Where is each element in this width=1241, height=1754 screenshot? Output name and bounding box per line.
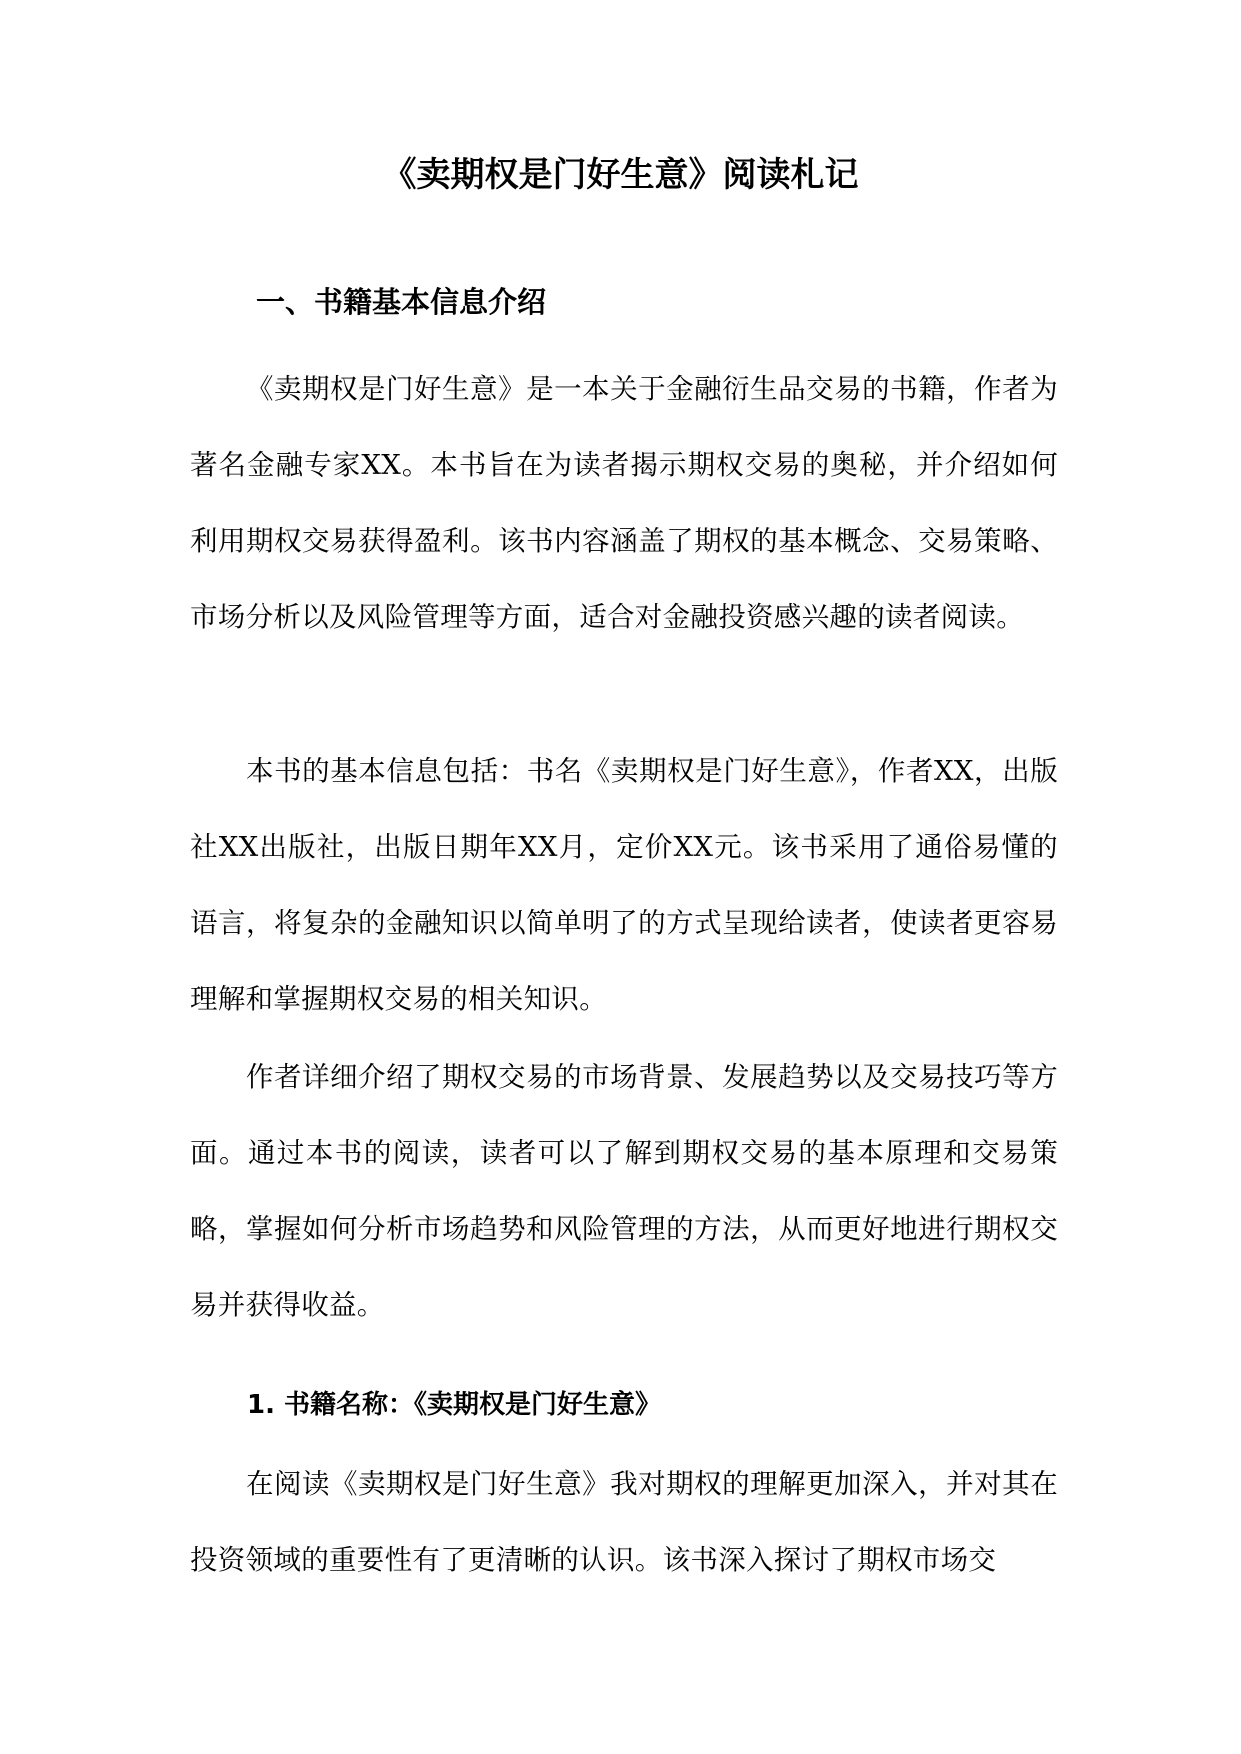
section-heading: 一、书籍基本信息介绍 xyxy=(256,285,547,319)
body-paragraph: 《卖期权是门好生意》是一本关于金融衍生品交易的书籍，作者为著名金融专家XX。本书旨在为读者揭示期权交易的奥秘，并介绍如何利用期权交易获得盈利。该书内容涵盖了期权的基本概念、交易策略、市场分析以及风险管理等方面，适合对金融投资感兴趣的读者阅读。 xyxy=(190,373,1058,633)
body-paragraph: 在阅读《卖期权是门好生意》我对期权的理解更加深入，并对其在投资领域的重要性有了更清晰的认识。该书深入探讨了期权市场交 xyxy=(190,1468,1058,1576)
body-paragraph: 本书的基本信息包括：书名《卖期权是门好生意》，作者XX，出版社XX出版社，出版日期年XX月，定价XX元。该书采用了通俗易懂的语言，将复杂的金融知识以简单明了的方式呈现给读者，使读者更容易理解和掌握期权交易的相关知识。 xyxy=(190,755,1058,1015)
body-paragraph: 作者详细介绍了期权交易的市场背景、发展趋势以及交易技巧等方面。通过本书的阅读，读者可以了解到期权交易的基本原理和交易策略，掌握如何分析市场趋势和风险管理的方法，从而更好地进行期权交易并获得收益。 xyxy=(190,1061,1058,1321)
subsection-heading: 1. 书籍名称：《卖期权是门好生意》 xyxy=(247,1390,662,1420)
document-title: 《卖期权是门好生意》阅读札记 xyxy=(382,155,859,195)
